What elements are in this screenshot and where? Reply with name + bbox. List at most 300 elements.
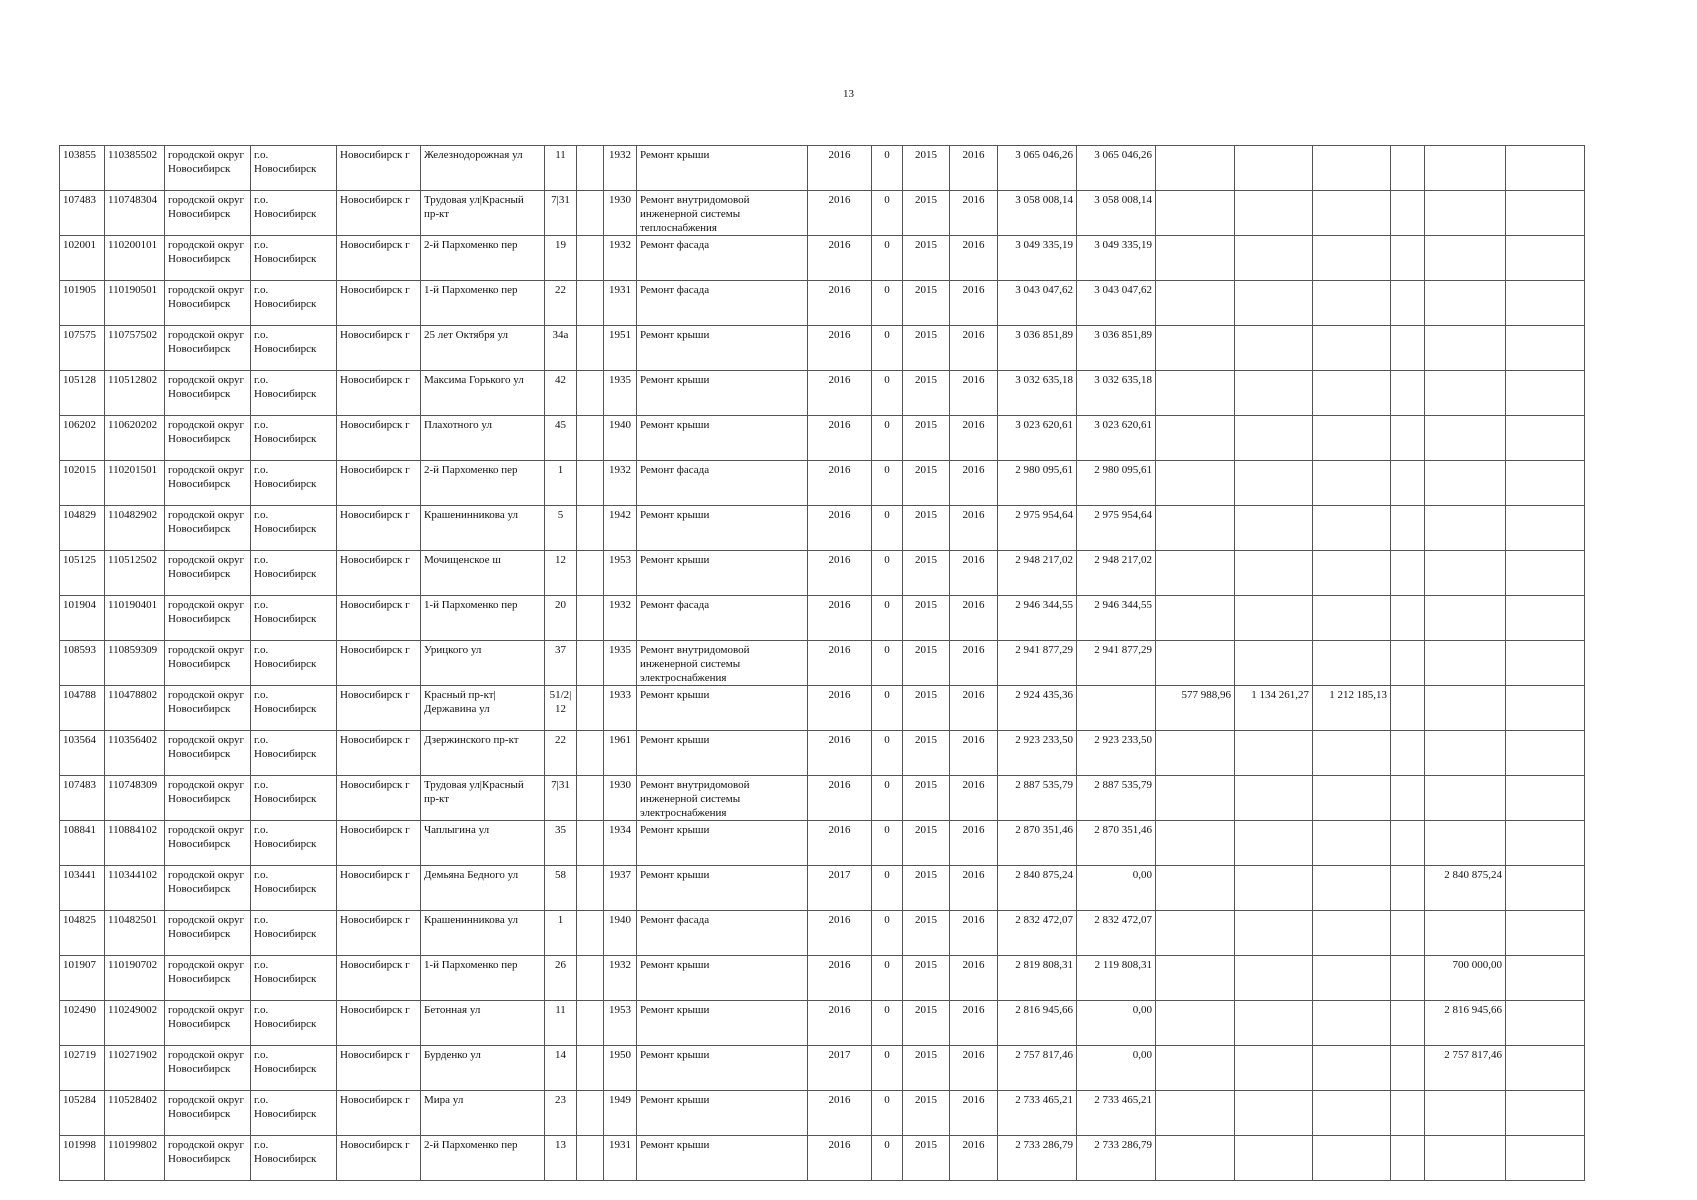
cell-house-code: 110748304 [105,191,165,236]
cell-source-1 [1156,1136,1235,1181]
cell-fund-amount: 3 036 851,89 [1077,326,1156,371]
cell-plan-year: 2016 [808,416,872,461]
cell-house-number: 22 [545,281,577,326]
cell-letter [577,281,604,326]
cell-period-from: 2015 [903,776,950,821]
cell-letter [577,596,604,641]
cell-source-4 [1391,506,1425,551]
cell-work-type: Ремонт крыши [637,731,808,776]
cell-source-4 [1391,731,1425,776]
cell-plan-year: 2016 [808,236,872,281]
cell-street: Плахотного ул [421,416,545,461]
cell-period-to: 2016 [950,461,998,506]
cell-build-year: 1951 [604,326,637,371]
cell-source-5 [1425,641,1506,686]
cell-period-to: 2016 [950,371,998,416]
cell-source-4 [1391,596,1425,641]
cell-zero-flag: 0 [872,776,903,821]
cell-street: Урицкого ул [421,641,545,686]
cell-total-cost: 2 924 435,36 [998,686,1077,731]
cell-plan-year: 2016 [808,731,872,776]
cell-record-id: 103564 [60,731,105,776]
cell-city-district: г.о. Новосибирск [251,281,337,326]
cell-fund-amount: 2 975 954,64 [1077,506,1156,551]
cell-period-from: 2015 [903,956,950,1001]
cell-city-district: г.о. Новосибирск [251,911,337,956]
cell-letter [577,1001,604,1046]
cell-source-3 [1313,731,1391,776]
cell-source-3 [1313,1046,1391,1091]
table-row [60,236,1585,281]
cell-record-id: 105128 [60,371,105,416]
cell-plan-year: 2016 [808,146,872,191]
cell-work-type: Ремонт внутридомовой инженерной системы теплоснабжения [637,191,808,236]
cell-house-number: 35 [545,821,577,866]
cell-build-year: 1953 [604,551,637,596]
cell-municipality: городской округ Новосибирск [165,146,251,191]
cell-fund-amount: 2 733 465,21 [1077,1091,1156,1136]
cell-period-from: 2015 [903,1136,950,1181]
cell-plan-year: 2016 [808,506,872,551]
cell-record-id: 108593 [60,641,105,686]
table-row [60,461,1585,506]
cell-source-4 [1391,1136,1425,1181]
cell-total-cost: 2 840 875,24 [998,866,1077,911]
cell-period-from: 2015 [903,236,950,281]
cell-source-4 [1391,821,1425,866]
cell-city-district: г.о. Новосибирск [251,416,337,461]
cell-total-cost: 2 975 954,64 [998,506,1077,551]
cell-source-5 [1425,821,1506,866]
cell-build-year: 1932 [604,956,637,1001]
cell-fund-amount [1077,686,1156,731]
cell-street: Крашенинникова ул [421,911,545,956]
cell-source-4 [1391,191,1425,236]
cell-locality: Новосибирск г [337,686,421,731]
table-row [60,146,1585,191]
cell-source-2 [1235,641,1313,686]
cell-source-1 [1156,416,1235,461]
cell-municipality: городской округ Новосибирск [165,731,251,776]
cell-source-2 [1235,326,1313,371]
cell-record-id: 101998 [60,1136,105,1181]
cell-total-cost: 2 733 465,21 [998,1091,1077,1136]
cell-house-number: 19 [545,236,577,281]
cell-work-type: Ремонт крыши [637,866,808,911]
cell-street: Мира ул [421,1091,545,1136]
cell-zero-flag: 0 [872,911,903,956]
cell-street: Красный пр-кт|Державина ул [421,686,545,731]
cell-work-type: Ремонт фасада [637,911,808,956]
cell-source-6 [1506,416,1585,461]
cell-period-to: 2016 [950,776,998,821]
cell-street: Трудовая ул|Красный пр-кт [421,776,545,821]
cell-locality: Новосибирск г [337,1046,421,1091]
cell-zero-flag: 0 [872,146,903,191]
cell-source-4 [1391,866,1425,911]
table-row [60,956,1585,1001]
cell-fund-amount: 2 119 808,31 [1077,956,1156,1001]
cell-source-4 [1391,956,1425,1001]
cell-plan-year: 2016 [808,641,872,686]
cell-total-cost: 2 870 351,46 [998,821,1077,866]
cell-source-5 [1425,686,1506,731]
cell-build-year: 1934 [604,821,637,866]
cell-source-3 [1313,641,1391,686]
cell-zero-flag: 0 [872,506,903,551]
cell-build-year: 1930 [604,776,637,821]
cell-fund-amount: 2 948 217,02 [1077,551,1156,596]
cell-letter [577,731,604,776]
cell-source-6 [1506,776,1585,821]
cell-house-code: 110344102 [105,866,165,911]
cell-source-3 [1313,461,1391,506]
cell-house-number: 1 [545,461,577,506]
cell-house-code: 110249002 [105,1001,165,1046]
cell-letter [577,1046,604,1091]
cell-plan-year: 2016 [808,956,872,1001]
cell-source-1 [1156,956,1235,1001]
cell-period-from: 2015 [903,461,950,506]
cell-house-code: 110271902 [105,1046,165,1091]
cell-house-number: 7|31 [545,191,577,236]
table-row [60,731,1585,776]
cell-source-2 [1235,956,1313,1001]
cell-letter [577,776,604,821]
cell-house-code: 110190501 [105,281,165,326]
cell-zero-flag: 0 [872,281,903,326]
cell-house-number: 34а [545,326,577,371]
table-row [60,596,1585,641]
cell-city-district: г.о. Новосибирск [251,1046,337,1091]
cell-source-1 [1156,1091,1235,1136]
cell-street: Чаплыгина ул [421,821,545,866]
cell-source-1 [1156,1001,1235,1046]
cell-source-5 [1425,326,1506,371]
cell-total-cost: 2 819 808,31 [998,956,1077,1001]
cell-total-cost: 2 887 535,79 [998,776,1077,821]
cell-source-3 [1313,866,1391,911]
cell-municipality: городской округ Новосибирск [165,641,251,686]
table-row [60,911,1585,956]
cell-record-id: 103441 [60,866,105,911]
cell-period-from: 2015 [903,371,950,416]
table-row [60,281,1585,326]
cell-source-1 [1156,326,1235,371]
cell-source-2 [1235,821,1313,866]
cell-source-4 [1391,551,1425,596]
cell-work-type: Ремонт крыши [637,1046,808,1091]
cell-source-2 [1235,1046,1313,1091]
cell-house-number: 51/2|12 [545,686,577,731]
cell-zero-flag: 0 [872,731,903,776]
cell-source-1 [1156,731,1235,776]
cell-house-number: 42 [545,371,577,416]
cell-locality: Новосибирск г [337,191,421,236]
cell-build-year: 1932 [604,596,637,641]
cell-source-6 [1506,371,1585,416]
cell-period-from: 2015 [903,731,950,776]
cell-fund-amount: 2 941 877,29 [1077,641,1156,686]
cell-period-to: 2016 [950,686,998,731]
cell-work-type: Ремонт фасада [637,236,808,281]
cell-street: Крашенинникова ул [421,506,545,551]
cell-locality: Новосибирск г [337,506,421,551]
cell-city-district: г.о. Новосибирск [251,191,337,236]
cell-source-2 [1235,596,1313,641]
cell-source-4 [1391,641,1425,686]
cell-period-from: 2015 [903,281,950,326]
cell-street: Железнодорожная ул [421,146,545,191]
cell-locality: Новосибирск г [337,281,421,326]
cell-letter [577,461,604,506]
cell-period-to: 2016 [950,1001,998,1046]
cell-house-code: 110884102 [105,821,165,866]
cell-house-number: 12 [545,551,577,596]
cell-zero-flag: 0 [872,191,903,236]
cell-period-to: 2016 [950,911,998,956]
cell-municipality: городской округ Новосибирск [165,686,251,731]
cell-locality: Новосибирск г [337,911,421,956]
cell-source-1 [1156,641,1235,686]
cell-municipality: городской округ Новосибирск [165,1046,251,1091]
cell-zero-flag: 0 [872,821,903,866]
cell-source-3 [1313,506,1391,551]
cell-house-code: 110201501 [105,461,165,506]
cell-period-from: 2015 [903,911,950,956]
cell-source-5 [1425,911,1506,956]
cell-municipality: городской округ Новосибирск [165,1136,251,1181]
cell-plan-year: 2016 [808,281,872,326]
cell-source-6 [1506,596,1585,641]
cell-period-from: 2015 [903,191,950,236]
cell-plan-year: 2016 [808,1001,872,1046]
cell-source-4 [1391,776,1425,821]
cell-locality: Новосибирск г [337,596,421,641]
cell-plan-year: 2017 [808,1046,872,1091]
cell-source-3 [1313,146,1391,191]
cell-source-3 [1313,1001,1391,1046]
cell-period-to: 2016 [950,281,998,326]
cell-period-to: 2016 [950,191,998,236]
cell-house-code: 110512502 [105,551,165,596]
cell-fund-amount: 2 980 095,61 [1077,461,1156,506]
cell-period-to: 2016 [950,326,998,371]
cell-house-number: 20 [545,596,577,641]
cell-source-2 [1235,731,1313,776]
cell-period-from: 2015 [903,146,950,191]
cell-record-id: 101907 [60,956,105,1001]
cell-fund-amount: 3 058 008,14 [1077,191,1156,236]
cell-work-type: Ремонт крыши [637,551,808,596]
cell-street: 1-й Пархоменко пер [421,956,545,1001]
cell-source-5 [1425,146,1506,191]
cell-source-5 [1425,731,1506,776]
cell-source-1 [1156,1046,1235,1091]
cell-street: Бурденко ул [421,1046,545,1091]
cell-zero-flag: 0 [872,1046,903,1091]
cell-letter [577,686,604,731]
cell-house-code: 110190401 [105,596,165,641]
cell-total-cost: 2 832 472,07 [998,911,1077,956]
cell-record-id: 102001 [60,236,105,281]
cell-plan-year: 2016 [808,821,872,866]
cell-letter [577,371,604,416]
cell-locality: Новосибирск г [337,551,421,596]
cell-source-5: 700 000,00 [1425,956,1506,1001]
cell-source-3 [1313,956,1391,1001]
table-row [60,506,1585,551]
cell-locality: Новосибирск г [337,866,421,911]
cell-fund-amount: 3 065 046,26 [1077,146,1156,191]
cell-period-to: 2016 [950,1136,998,1181]
cell-locality: Новосибирск г [337,956,421,1001]
cell-letter [577,236,604,281]
cell-source-2 [1235,1091,1313,1136]
cell-source-5 [1425,461,1506,506]
cell-municipality: городской округ Новосибирск [165,551,251,596]
cell-record-id: 105125 [60,551,105,596]
cell-record-id: 103855 [60,146,105,191]
cell-plan-year: 2016 [808,1091,872,1136]
cell-build-year: 1940 [604,911,637,956]
cell-plan-year: 2016 [808,911,872,956]
cell-period-from: 2015 [903,866,950,911]
cell-source-3 [1313,776,1391,821]
cell-zero-flag: 0 [872,596,903,641]
cell-build-year: 1932 [604,236,637,281]
cell-municipality: городской округ Новосибирск [165,776,251,821]
cell-source-6 [1506,236,1585,281]
cell-period-from: 2015 [903,506,950,551]
cell-source-3 [1313,326,1391,371]
cell-zero-flag: 0 [872,866,903,911]
cell-period-from: 2015 [903,596,950,641]
cell-fund-amount: 2 733 286,79 [1077,1136,1156,1181]
cell-municipality: городской округ Новосибирск [165,596,251,641]
cell-work-type: Ремонт крыши [637,326,808,371]
cell-zero-flag: 0 [872,461,903,506]
cell-total-cost: 2 948 217,02 [998,551,1077,596]
cell-source-3 [1313,911,1391,956]
cell-source-5 [1425,236,1506,281]
cell-plan-year: 2016 [808,551,872,596]
cell-record-id: 102490 [60,1001,105,1046]
cell-source-3 [1313,1136,1391,1181]
cell-source-4 [1391,416,1425,461]
cell-letter [577,191,604,236]
cell-house-code: 110757502 [105,326,165,371]
table-row [60,1136,1585,1181]
cell-city-district: г.о. Новосибирск [251,1136,337,1181]
cell-build-year: 1950 [604,1046,637,1091]
cell-street: Дзержинского пр-кт [421,731,545,776]
cell-source-6 [1506,1001,1585,1046]
cell-source-3 [1313,281,1391,326]
cell-source-5 [1425,551,1506,596]
cell-total-cost: 3 058 008,14 [998,191,1077,236]
cell-street: 25 лет Октября ул [421,326,545,371]
cell-house-number: 11 [545,1001,577,1046]
cell-house-number: 22 [545,731,577,776]
cell-source-3 [1313,371,1391,416]
cell-house-code: 110620202 [105,416,165,461]
table-row [60,191,1585,236]
cell-source-2: 1 134 261,27 [1235,686,1313,731]
cell-work-type: Ремонт внутридомовой инженерной системы электроснабжения [637,776,808,821]
cell-period-from: 2015 [903,326,950,371]
cell-house-code: 110482501 [105,911,165,956]
cell-house-code: 110748309 [105,776,165,821]
cell-record-id: 105284 [60,1091,105,1136]
cell-house-number: 37 [545,641,577,686]
cell-plan-year: 2016 [808,596,872,641]
cell-period-to: 2016 [950,596,998,641]
cell-period-from: 2015 [903,1091,950,1136]
cell-source-6 [1506,731,1585,776]
cell-total-cost: 2 733 286,79 [998,1136,1077,1181]
cell-street: 2-й Пархоменко пер [421,1136,545,1181]
cell-zero-flag: 0 [872,1091,903,1136]
cell-total-cost: 3 049 335,19 [998,236,1077,281]
cell-total-cost: 2 941 877,29 [998,641,1077,686]
table-row [60,641,1585,686]
cell-locality: Новосибирск г [337,641,421,686]
cell-build-year: 1935 [604,371,637,416]
cell-house-code: 110859309 [105,641,165,686]
table-row [60,686,1585,731]
cell-source-5 [1425,416,1506,461]
cell-period-from: 2015 [903,416,950,461]
cell-source-3 [1313,191,1391,236]
cell-period-to: 2016 [950,1046,998,1091]
cell-street: Мочищенское ш [421,551,545,596]
table-row [60,1001,1585,1046]
cell-source-6 [1506,1091,1585,1136]
cell-fund-amount: 3 049 335,19 [1077,236,1156,281]
cell-source-1 [1156,506,1235,551]
cell-source-6 [1506,1136,1585,1181]
cell-zero-flag: 0 [872,551,903,596]
cell-work-type: Ремонт фасада [637,596,808,641]
cell-city-district: г.о. Новосибирск [251,551,337,596]
cell-plan-year: 2016 [808,686,872,731]
cell-source-3 [1313,821,1391,866]
cell-build-year: 1933 [604,686,637,731]
cell-locality: Новосибирск г [337,1091,421,1136]
cell-city-district: г.о. Новосибирск [251,461,337,506]
cell-house-code: 110528402 [105,1091,165,1136]
cell-zero-flag: 0 [872,236,903,281]
cell-source-5 [1425,191,1506,236]
cell-plan-year: 2017 [808,866,872,911]
cell-locality: Новосибирск г [337,776,421,821]
cell-municipality: городской округ Новосибирск [165,236,251,281]
cell-house-code: 110482902 [105,506,165,551]
cell-total-cost: 2 923 233,50 [998,731,1077,776]
cell-source-3 [1313,416,1391,461]
cell-source-5 [1425,506,1506,551]
cell-municipality: городской округ Новосибирск [165,461,251,506]
cell-source-2 [1235,776,1313,821]
cell-municipality: городской округ Новосибирск [165,371,251,416]
cell-fund-amount: 2 870 351,46 [1077,821,1156,866]
cell-source-3 [1313,236,1391,281]
cell-source-4 [1391,371,1425,416]
cell-build-year: 1932 [604,146,637,191]
cell-house-code: 110356402 [105,731,165,776]
cell-source-2 [1235,416,1313,461]
